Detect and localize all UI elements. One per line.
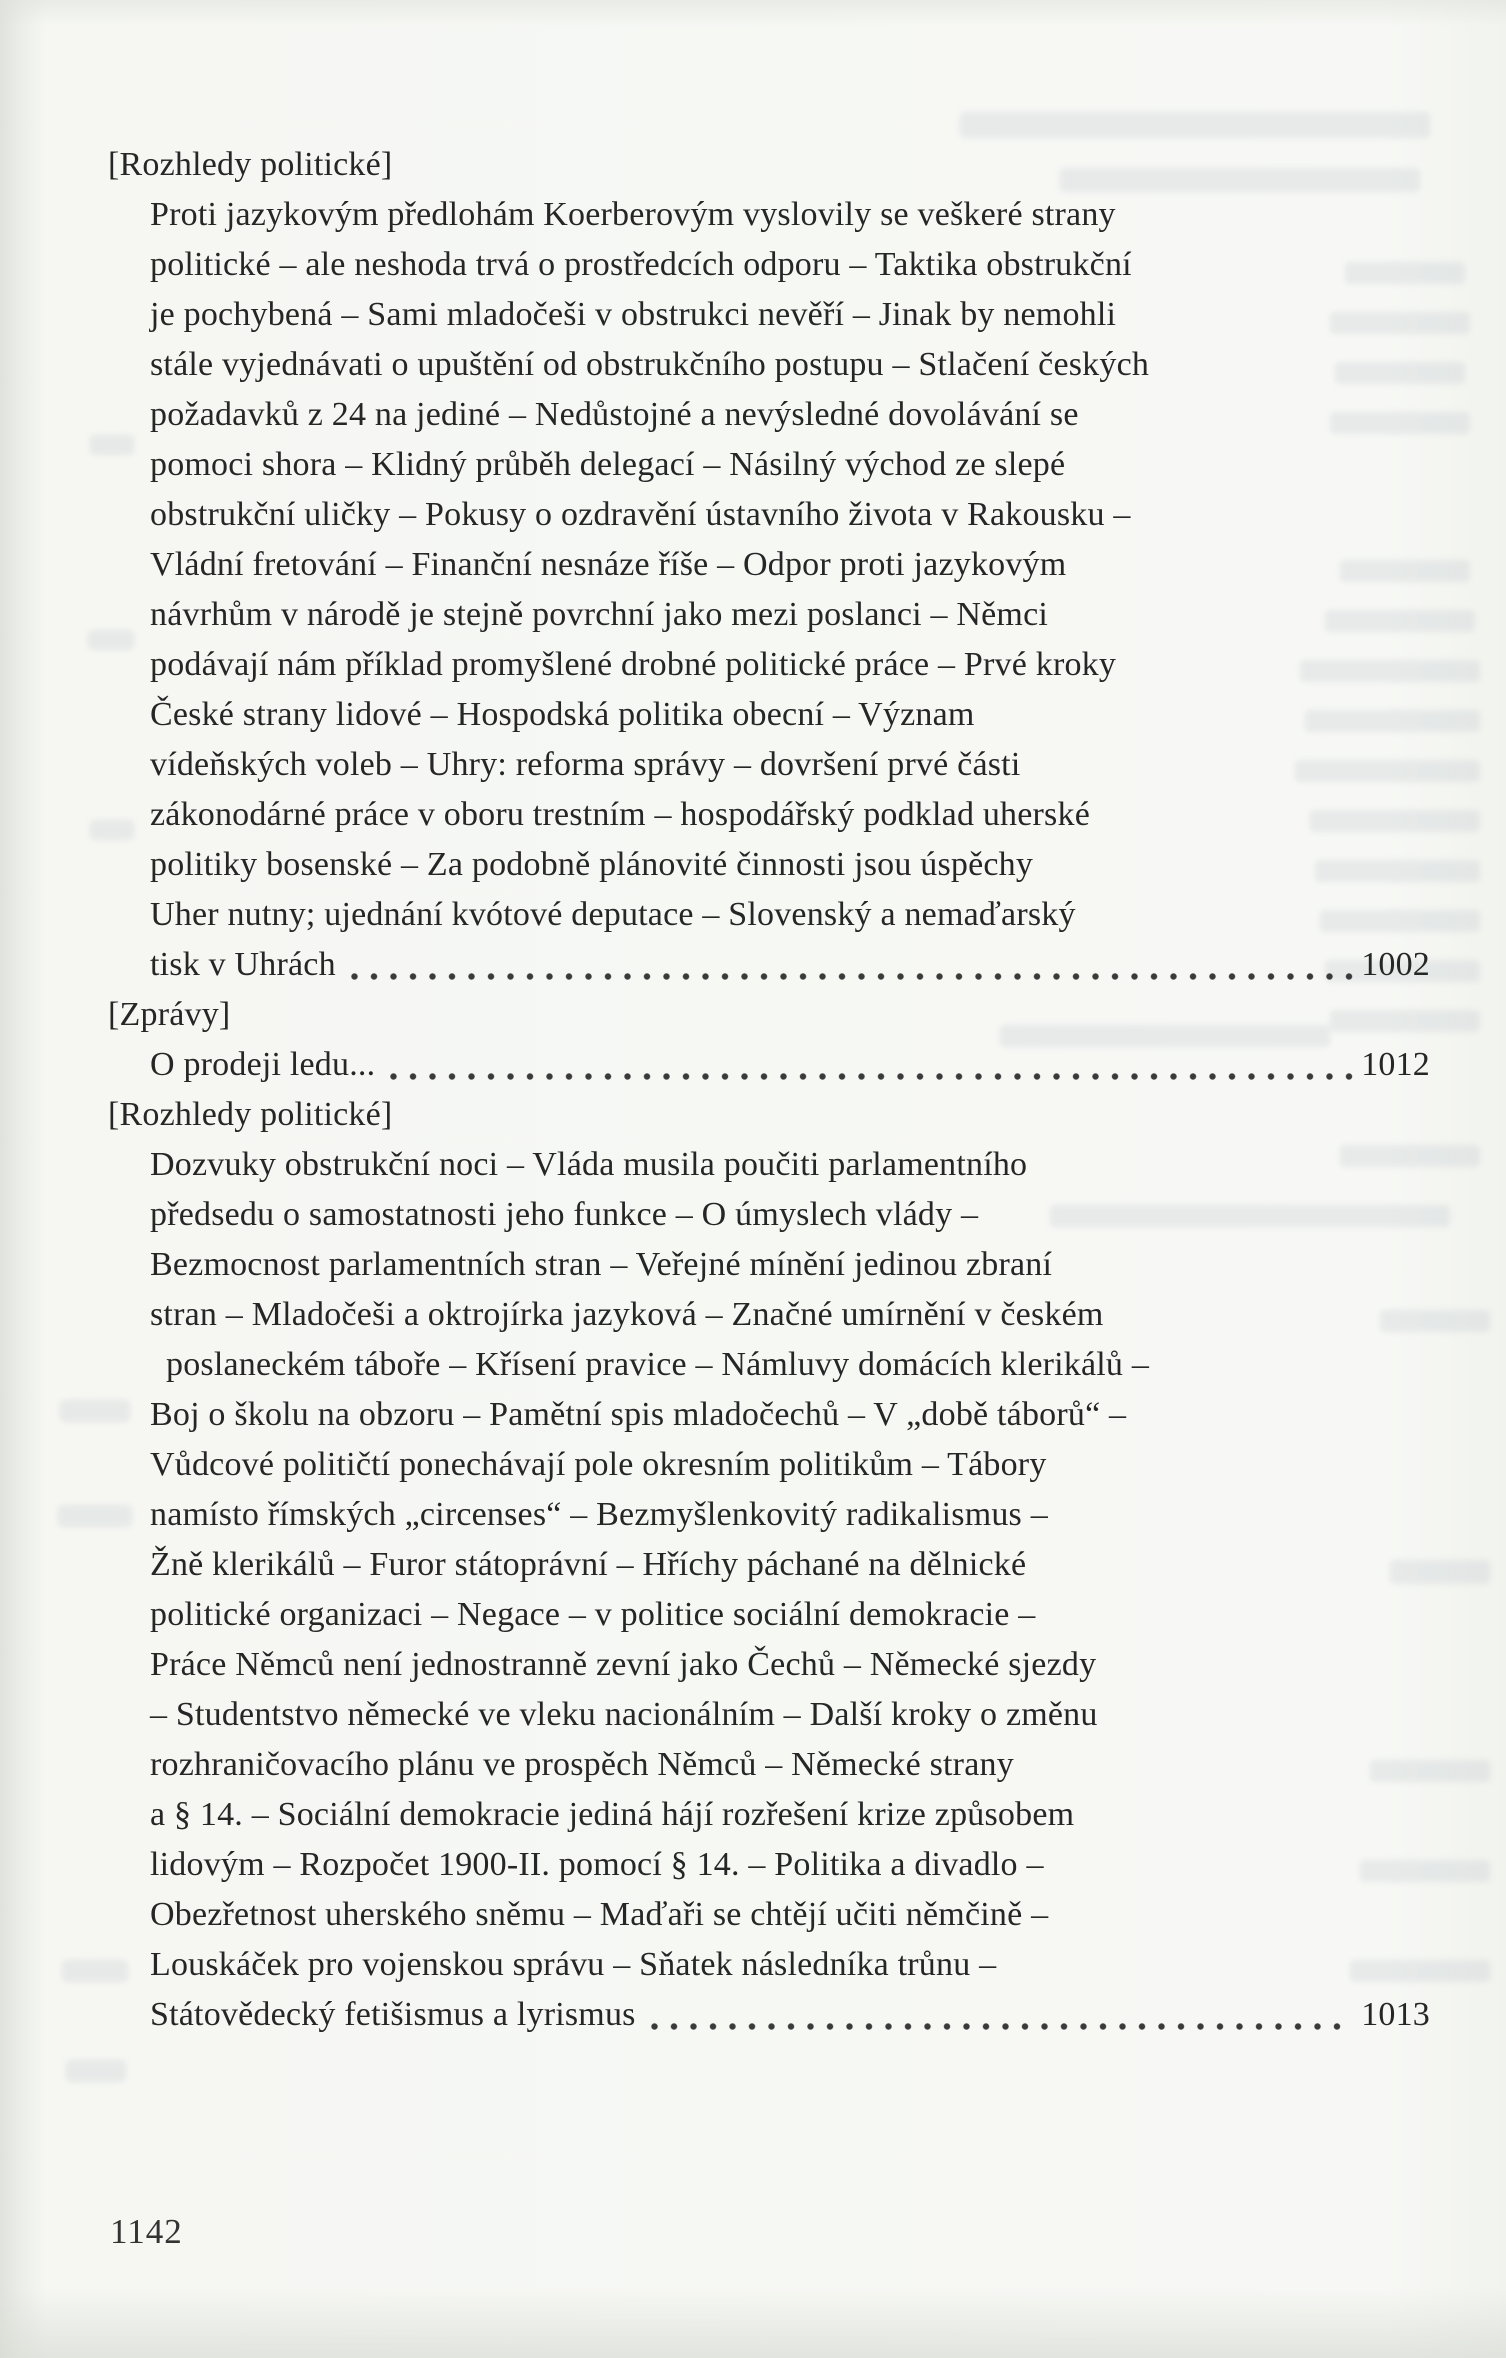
toc-entry-line: stran – Mladočeši a oktrojírka jazyková – Značné umírnění v českém (150, 1296, 1104, 1333)
toc-entry-line: politiky bosenské – Za podobně plánovité činnosti jsou úspěchy (150, 846, 1034, 883)
dot-leader (389, 1072, 1353, 1081)
toc-entry-line: politické – ale neshoda trvá o prostředcích odporu – Taktika obstrukční (150, 246, 1132, 283)
table-of-contents (108, 140, 1430, 2040)
toc-entry-line: zákonodárné práce v oboru trestním – hospodářský podklad uherské (150, 796, 1090, 833)
toc-entry-line: Dozvuky obstrukční noci – Vláda musila poučiti parlamentního (150, 1146, 1028, 1183)
toc-entry-line (108, 1040, 1430, 1090)
dot-leader (350, 972, 1353, 981)
toc-entry-line: návrhům v národě je stejně povrchní jako mezi poslanci – Němci (150, 596, 1049, 633)
toc-entry-line: České strany lidové – Hospodská politika obecní – Význam (150, 696, 975, 733)
section-header: [Rozhledy politické] (108, 146, 393, 183)
toc-entry-line: požadavků z 24 na jediné – Nedůstojné a nevýsledné dovolávání se (150, 396, 1079, 433)
toc-entry-line: Vládní fretování – Finanční nesnáze říše – Odpor proti jazykovým (150, 546, 1067, 583)
toc-entry-line: namísto římských „circenses“ – Bezmyšlenkovitý radikalismus – (150, 1496, 1048, 1533)
toc-entry-line: rozhraničovacího plánu ve prospěch Němců – Německé strany (150, 1746, 1014, 1783)
section-header: [Zprávy] (108, 996, 231, 1033)
dot-leader (650, 2022, 1354, 2031)
toc-entry-line: je pochybená – Sami mladočeši v obstrukci nevěří – Jinak by nemohli (150, 296, 1117, 333)
toc-entry-line: lidovým – Rozpočet 1900-II. pomocí § 14. – Politika a divadlo – (150, 1846, 1044, 1883)
toc-entry-line (108, 1990, 1430, 2040)
bleed-through-artifact (960, 112, 1430, 138)
section-header: [Rozhledy politické] (108, 1096, 393, 1133)
toc-entry-line: poslaneckém táboře – Křísení pravice – Námluvy domácích klerikálů – (166, 1346, 1150, 1383)
toc-entry-line: Uher nutny; ujednání kvótové deputace – Slovenský a nemaďarský (150, 896, 1076, 933)
page-reference: 1002 (1361, 946, 1430, 983)
toc-entry-line: pomoci shora – Klidný průběh delegací – Násilný východ ze slepé (150, 446, 1066, 483)
toc-entry-line: Bezmocnost parlamentních stran – Veřejné mínění jedinou zbraní (150, 1246, 1053, 1283)
toc-entry-line: Práce Němců není jednostranně zevní jako Čechů – Německé sjezdy (150, 1646, 1097, 1683)
toc-entry-line: Proti jazykovým předlohám Koerberovým vyslovily se veškeré strany (150, 196, 1116, 233)
toc-entry-line: stále vyjednávati o upuštění od obstrukčního postupu – Stlačení českých (150, 346, 1150, 383)
toc-entry-line: Boj o školu na obzoru – Pamětní spis mladočechů – V „době táborů“ – (150, 1396, 1127, 1433)
page-reference: 1012 (1361, 1046, 1430, 1083)
toc-entry-text: tisk v Uhrách (150, 946, 336, 983)
toc-entry-text: Státovědecký fetišismus a lyrismus (150, 1996, 636, 2033)
bleed-through-artifact (66, 2060, 126, 2082)
toc-entry-text: O prodeji ledu... (150, 1046, 376, 1083)
toc-entry-line: Vůdcové političtí ponechávají pole okresním politikům – Tábory (150, 1446, 1047, 1483)
toc-entry-line: obstrukční uličky – Pokusy o ozdravění ústavního života v Rakousku – (150, 496, 1131, 533)
toc-entry-line: a § 14. – Sociální demokracie jediná hájí rozřešení krize způsobem (150, 1796, 1075, 1833)
toc-entry-line: Žně klerikálů – Furor státoprávní – Hříchy páchané na dělnické (150, 1546, 1027, 1583)
toc-entry-line: politické organizaci – Negace – v politice sociální demokracie – (150, 1596, 1036, 1633)
toc-entry-line: podávají nám příklad promyšlené drobné politické práce – Prvé kroky (150, 646, 1117, 683)
page-number: 1142 (110, 2212, 183, 2251)
toc-entry-line (108, 940, 1430, 990)
toc-entry-line: vídeňských voleb – Uhry: reforma správy – dovršení prvé části (150, 746, 1021, 783)
toc-entry-line: Louskáček pro vojenskou správu – Sňatek následníka trůnu – (150, 1946, 997, 1983)
toc-entry-line: předsedu o samostatnosti jeho funkce – O úmyslech vlády – (150, 1196, 979, 1233)
toc-entry-line: Obezřetnost uherského sněmu – Maďaři se chtějí učiti němčině – (150, 1896, 1049, 1933)
page-reference: 1013 (1361, 1996, 1430, 2033)
toc-entry-line: – Studentstvo německé ve vleku nacionálním – Další kroky o změnu (150, 1696, 1098, 1733)
